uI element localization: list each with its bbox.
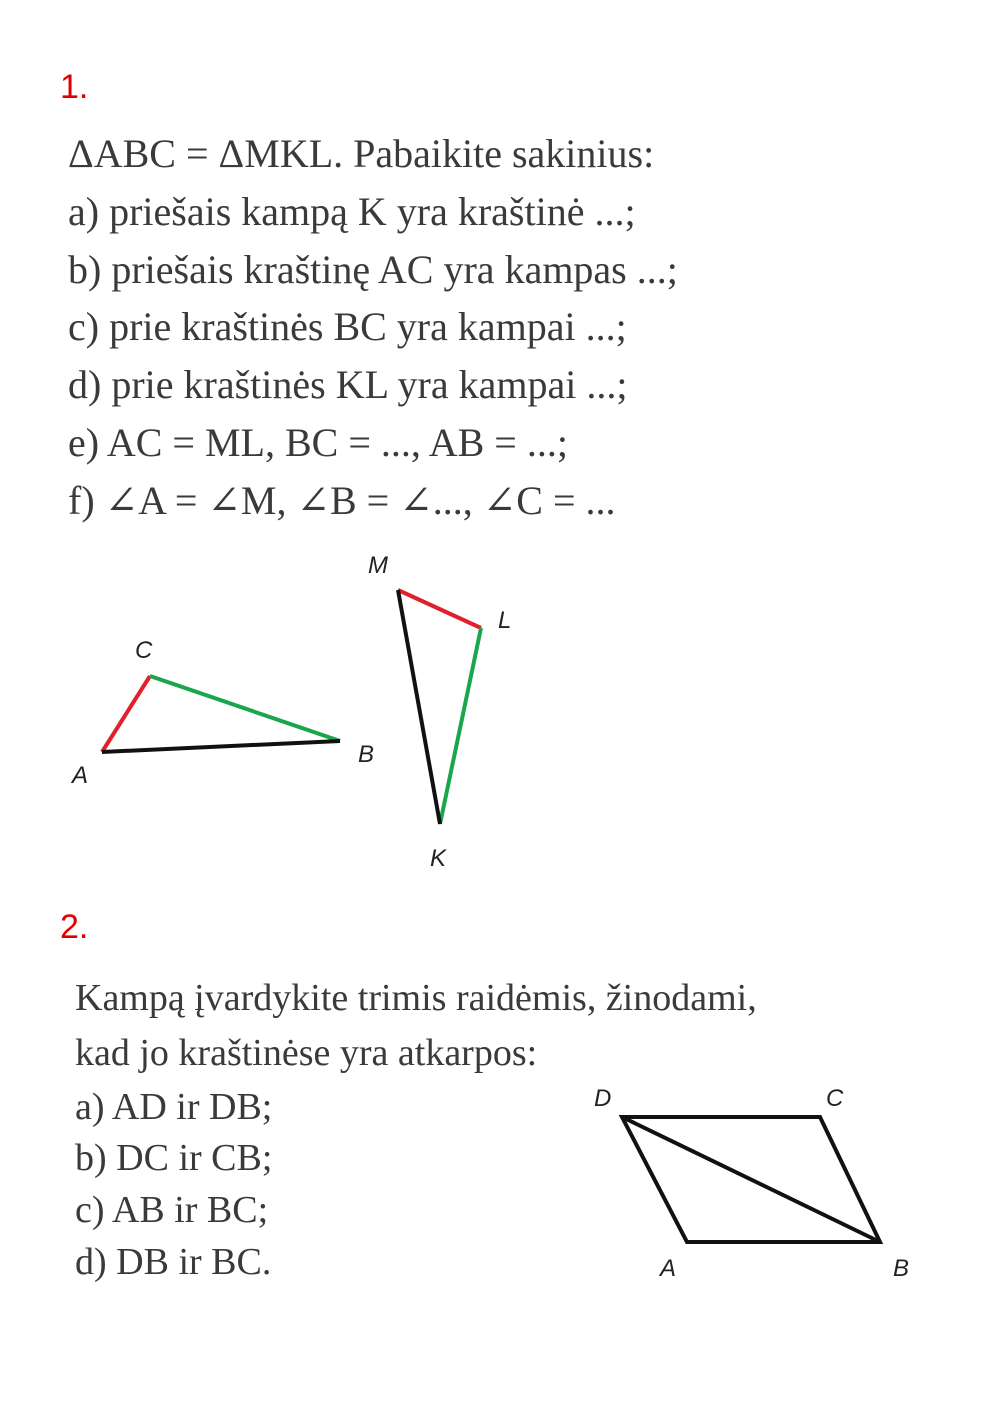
task-2-item-b: b) DC ir CB; — [75, 1137, 273, 1179]
label-b: B — [358, 741, 375, 768]
task-2-statement-1: Kampą įvardykite trimis raidėmis, žinodami, — [75, 977, 757, 1019]
side-mk — [398, 590, 440, 824]
task-2-statement-2: kad jo kraštinėse yra atkarpos: — [75, 1032, 538, 1074]
task-1-item-f: f) ∠A = ∠M, ∠B = ∠..., ∠C = ... — [68, 478, 616, 523]
label-m: M — [368, 552, 388, 579]
task-2-number: 2. — [60, 908, 89, 946]
task-1-item-a: a) priešais kampą K yra kraštinė ...; — [68, 189, 636, 234]
triangle-abc-figure — [70, 637, 374, 789]
task-1-item-d: d) prie kraštinės KL yra kampai ...; — [68, 362, 628, 407]
triangle-mkl-figure — [368, 552, 511, 872]
label-d: D — [594, 1085, 612, 1112]
task-2-item-a: a) AD ir DB; — [75, 1086, 273, 1128]
label-b2: B — [893, 1255, 910, 1282]
label-c: C — [135, 637, 153, 664]
label-c2: C — [826, 1085, 844, 1112]
diagonal-db — [622, 1117, 880, 1242]
side-ac — [102, 676, 150, 752]
task-1-item-b: b) priešais kraštinę AC yra kampas ...; — [68, 247, 678, 292]
label-k: K — [430, 845, 447, 872]
label-l: L — [498, 607, 512, 634]
label-a2: A — [660, 1255, 677, 1282]
side-ab — [102, 741, 340, 752]
label-a: A — [72, 762, 89, 789]
task-2-item-c: c) AB ir BC; — [75, 1189, 269, 1231]
side-lk — [440, 628, 481, 824]
task-1-number: 1. — [60, 68, 89, 106]
side-cb — [150, 676, 340, 741]
task-2-item-d: d) DB ir BC. — [75, 1241, 272, 1283]
parallelogram-figure — [594, 1085, 909, 1282]
side-ml — [398, 590, 481, 628]
task-1-item-e: e) AC = ML, BC = ..., AB = ...; — [68, 420, 568, 465]
task-1-statement: ΔABC = ΔMKL. Pabaikite sakinius: — [68, 131, 655, 176]
task-1-item-c: c) prie kraštinės BC yra kampai ...; — [68, 304, 627, 349]
